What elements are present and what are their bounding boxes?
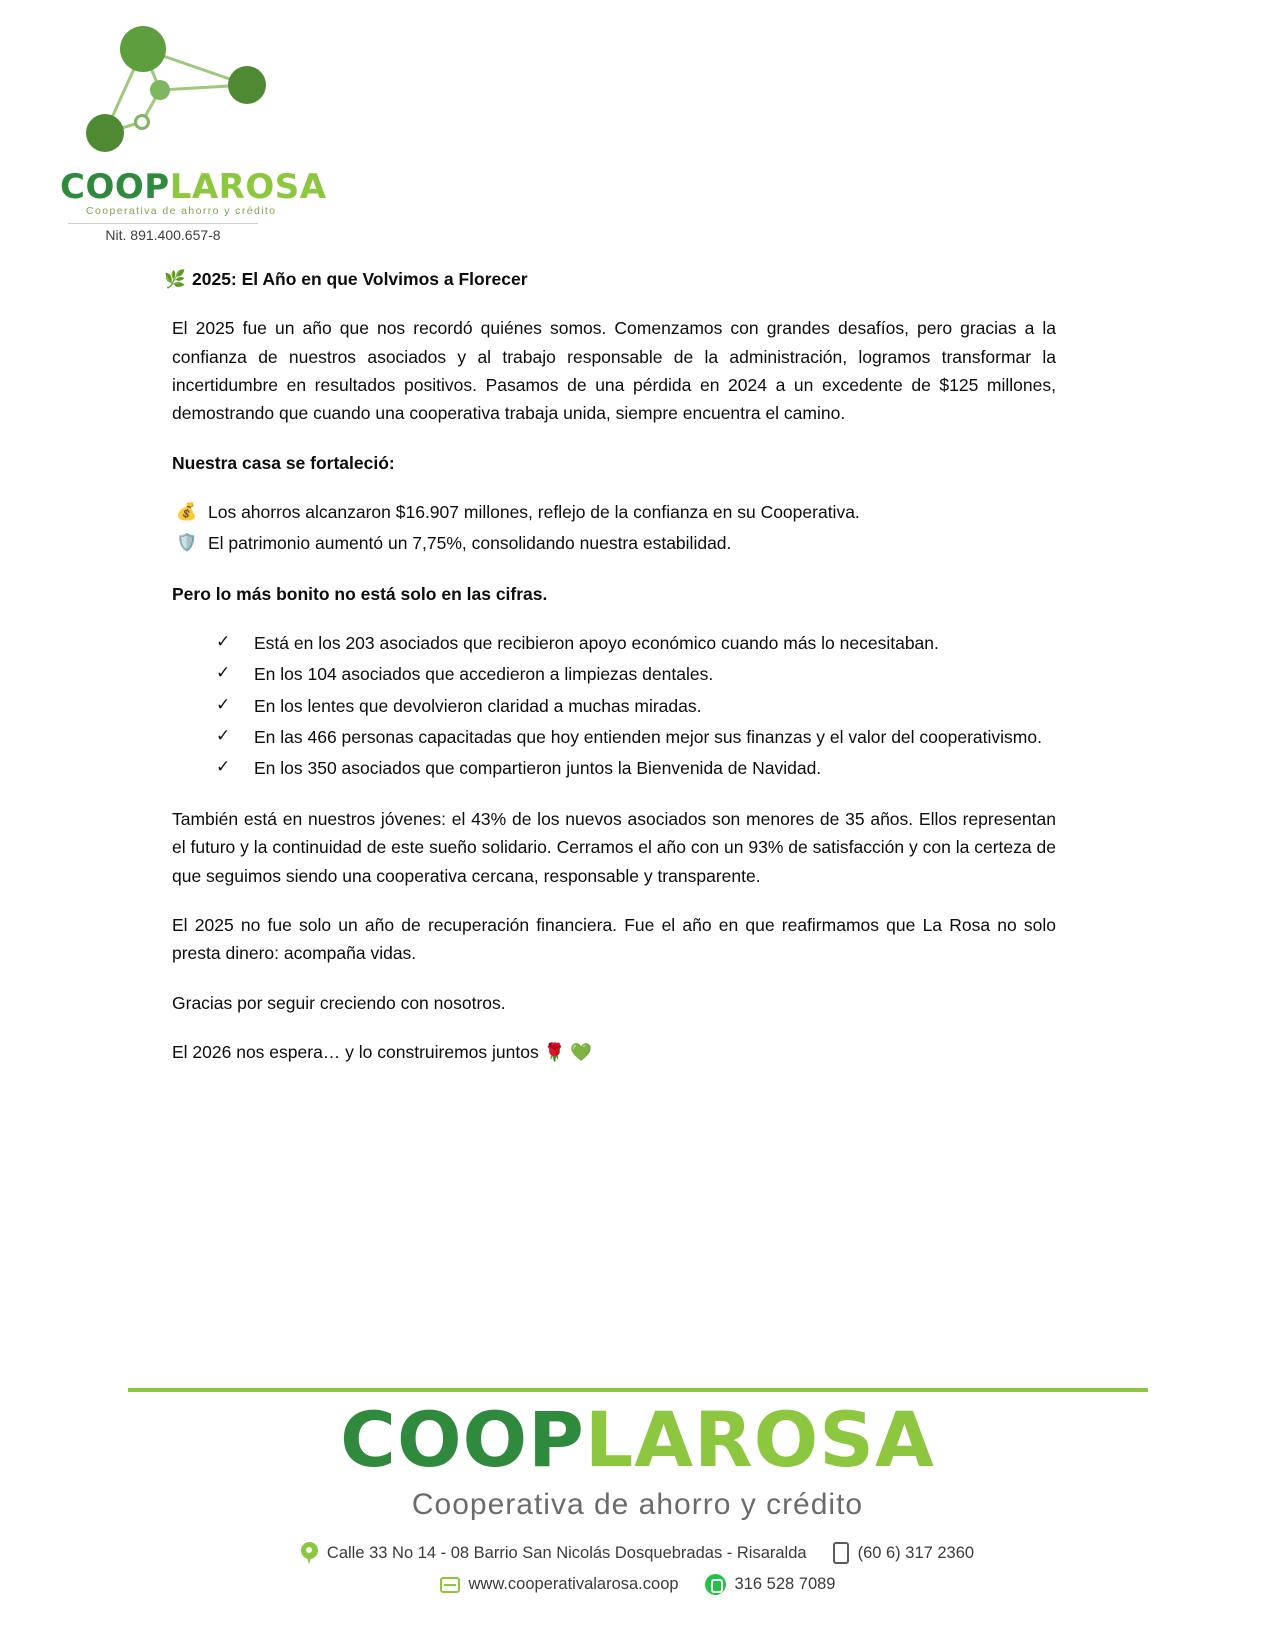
list-item-text: Está en los 203 asociados que recibieron apoyo económico cuando más lo necesitaban.: [254, 633, 939, 654]
subtitle-2: Pero lo más bonito no está solo en las cifras.: [172, 583, 548, 604]
document-body: [164, 265, 1056, 1087]
footer-phone: [833, 1542, 975, 1564]
list-item: [216, 692, 1056, 720]
document-title: [164, 265, 1056, 293]
shield-icon: 🛡️: [176, 533, 198, 553]
footer-whatsapp-text[interactable]: 316 528 7089: [734, 1575, 836, 1593]
footer-brand: [0, 1395, 1275, 1484]
money-bag-icon: 💰: [176, 502, 198, 522]
list-item: [172, 498, 1056, 526]
logo-wordmark: [60, 167, 327, 207]
list-item: [216, 629, 1056, 657]
logo-nit: Nit. 891.400.657-8: [68, 223, 258, 243]
paragraph-4: Gracias por seguir creciendo con nosotros.: [172, 992, 506, 1013]
list-item-text: El patrimonio aumentó un 7,75%, consolidando nuestra estabilidad.: [208, 533, 732, 554]
list-item: [216, 723, 1056, 751]
phone-icon: [833, 1542, 849, 1564]
list-item-text: En los 104 asociados que accedieron a limpiezas dentales.: [254, 664, 714, 685]
paragraph-1: El 2025 fue un año que nos recordó quiénes somos. Comenzamos con grandes desafíos, pero gracias a la confianza de nuestros asociados y al trabajo responsable de la administración, logramos transformar la incertidumbre en resultados positivos. Pasamos de una pérdida en 2024 a un excedente de $125 millones, demostrando que cuando una cooperativa trabaja unida, siempre encuentra el camino.: [172, 318, 1056, 424]
list-item: [172, 529, 1056, 557]
footer-contact-row-2: [0, 1574, 1275, 1595]
check-icon: ✓: [216, 663, 231, 683]
paragraph-3: El 2025 no fue solo un año de recuperación financiera. Fue el año en que reafirmamos que La Rosa no solo presta dinero: acompaña vidas.: [172, 914, 1056, 964]
footer-brand-coop: COOP: [340, 1395, 585, 1484]
achievements-check-list: [172, 629, 1056, 783]
location-pin-icon: [301, 1542, 318, 1564]
logo-wordmark-coop: COOP: [60, 167, 170, 207]
subtitle-1: Nuestra casa se fortaleció:: [172, 452, 395, 473]
footer-tagline: Cooperativa de ahorro y crédito: [411, 1488, 864, 1521]
list-item-text: En los 350 asociados que compartieron juntos la Bienvenida de Navidad.: [254, 758, 822, 779]
list-item-text: En las 466 personas capacitadas que hoy entienden mejor sus finanzas y el valor del cooperativismo.: [254, 727, 1042, 748]
logo-node-top: [120, 26, 166, 72]
footer-contact-row-1: [0, 1542, 1275, 1564]
footer-phone-text: (60 6) 317 2360: [857, 1543, 975, 1562]
logo-node-hollow: [134, 114, 150, 130]
footer-brand-larosa: LAROSA: [584, 1395, 935, 1484]
footer: [0, 1350, 1275, 1650]
whatsapp-icon: [705, 1574, 726, 1595]
logo-node-mid: [150, 80, 170, 100]
footer-whatsapp[interactable]: [705, 1574, 836, 1595]
logo-network-icon: [78, 18, 278, 168]
paragraph-5: El 2026 nos espera… y lo construiremos juntos 🌹 💚: [172, 1041, 593, 1062]
document-title-text: 2025: El Año en que Volvimos a Florecer: [192, 269, 528, 289]
footer-address-text: Calle 33 No 14 - 08 Barrio San Nicolás Dosquebradas - Risaralda: [326, 1543, 807, 1562]
list-item: [216, 660, 1056, 688]
logo-node-left: [86, 114, 124, 152]
logo-subtitle: Cooperativa de ahorro y crédito: [86, 205, 277, 217]
list-item-text: Los ahorros alcanzaron $16.907 millones, reflejo de la confianza en su Cooperativa.: [208, 502, 860, 523]
paragraph-2: También está en nuestros jóvenes: el 43% de los nuevos asociados son menores de 35 años. Ellos representan el futuro y la continuidad de este sueño solidario. Cerramos el año con un 93% de satisfacción y con la certeza de que seguimos siendo una cooperativa cercana, responsable y transparente.: [172, 808, 1056, 886]
list-item: [216, 754, 1056, 782]
footer-website-text[interactable]: www.cooperativalarosa.coop: [468, 1575, 679, 1593]
check-icon: ✓: [216, 694, 231, 714]
list-item-text: En los lentes que devolvieron claridad a muchas miradas.: [254, 695, 702, 716]
check-icon: ✓: [216, 726, 231, 746]
check-icon: ✓: [216, 632, 231, 652]
globe-icon: [440, 1577, 460, 1593]
leaf-icon: 🌿: [164, 269, 186, 289]
header-logo: [60, 18, 327, 248]
footer-address: [301, 1542, 807, 1564]
savings-bullet-list: [172, 498, 1056, 558]
footer-contacts: [0, 1542, 1275, 1605]
logo-wordmark-larosa: LAROSA: [169, 167, 327, 207]
check-icon: ✓: [216, 757, 231, 777]
footer-website[interactable]: [440, 1575, 679, 1594]
logo-node-right: [228, 66, 266, 104]
footer-divider: [128, 1388, 1148, 1392]
